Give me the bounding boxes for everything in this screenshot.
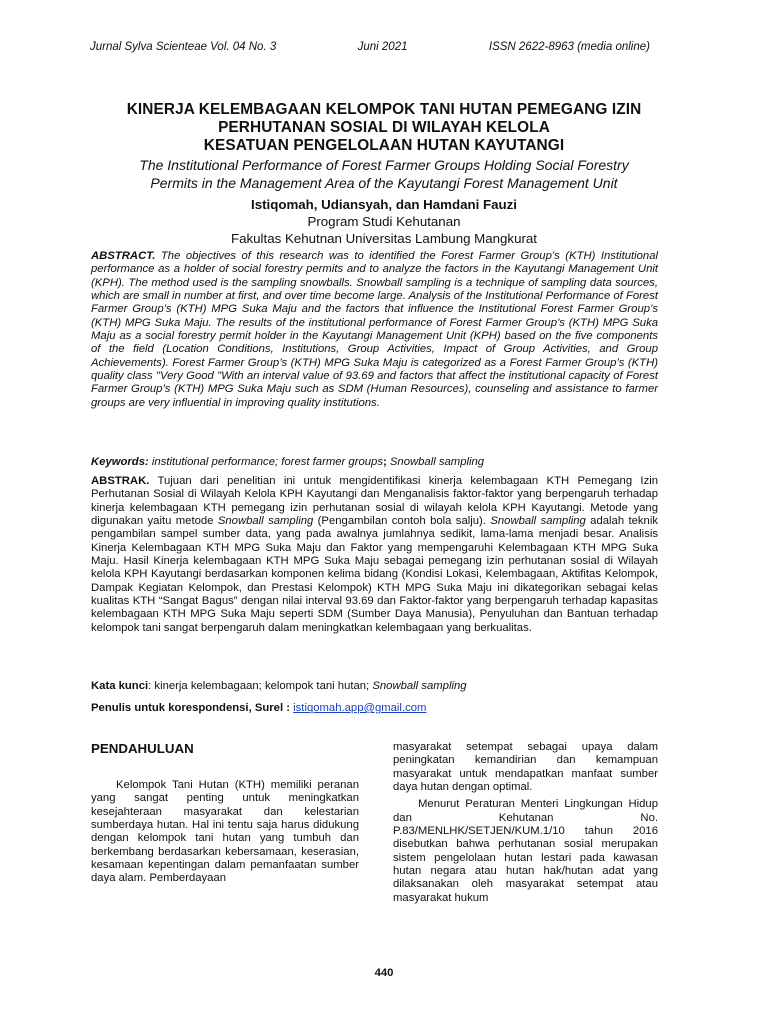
abstrak-emphasis: Snowball sampling <box>490 515 586 528</box>
abstract-text: The objectives of this research was to identified the Forest Farmer Group’s (KTH) Institutional performance as a holder of social forestry permits and to analyze the factors in the Kayutangi Management Unit (KPH). The method used is the sampling snowballs. Snowball sampling is a technique of sampling data sources, which are small in number at first, and over time become large. Analysis of the Institutional Performance of Forest Farmer Group’s (KTH) MPG Suka Maju and the factors that influence the Institutional Forest Farmer Group’s (KTH) MPG Suka Maju. The results of the institutional performance of Forest Farmer Group’s (KTH) MPG Suka Maju as a social forestry permit holder in the Kayutangi Management Unit (KPH) based on the five components of the field (Location Conditions, Institutions, Group Activities, Impact of Group Activities, and Group Achievements). Forest Farmer Group’s (KTH) MPG Suka Maju is categorized as a Forest Farmer Group’s (KTH) quality class "Very Good "With an interval value of 93.69 and factors that affect the institutional capacity of Forest Farmer Group’s (KTH) MPG Suka Maju such as SDM (Human Resources), counseling and assistance to farmer groups are very influential in improving quality institutions. <box>91 250 658 409</box>
paragraph: Menurut Peraturan Menteri Lingkungan Hidup dan Kehutanan No. P.83/MENLHK/SETJEN/KUM.1/10 tahun 2016 disebutkan bahwa perhutanan sosial merupakan sistem pengelolaan hutan lestari pada kawasan hutan negara atau hutan hak/hutan adat yang dilaksanakan oleh masyarakat setempat atau masyarakat hukum <box>393 798 658 904</box>
paragraph: Kelompok Tani Hutan (KTH) memiliki peranan yang sangat penting untuk meningkatkan kesejahteraan masyarakat dan kelestarian sumberdaya hutan. Hal ini tentu saja harus didukung dengan kelompok tani hutan yang tumbuh dan berkembang berdasarkan kebersamaan, keserasian, kesamaan kepentingan dalam pemanfaatan sumber daya alam. Pemberdayaan <box>91 779 359 885</box>
right-column <box>393 741 658 905</box>
keywords <box>91 456 658 469</box>
abstrak-text: (Pengambilan contoh bola salju). <box>317 515 486 528</box>
english-title <box>60 156 708 192</box>
page-number: 440 <box>374 967 394 979</box>
running-header <box>90 41 650 53</box>
left-column <box>91 779 359 886</box>
affiliation-faculty: Fakultas Kehutnan Universitas Lambung Mangkurat <box>231 231 537 246</box>
correspondence <box>91 702 658 715</box>
title-line: PERHUTANAN SOSIAL DI WILAYAH KELOLA <box>218 119 550 136</box>
paper-title <box>60 101 708 155</box>
keywords-separator: ; <box>382 456 387 468</box>
email-link[interactable]: istiqomah.app@gmail.com <box>293 702 427 714</box>
affiliation-program: Program Studi Kehutanan <box>307 214 461 229</box>
abstrak-text: adalah teknik pengambilan sampel sumber data, yang pada awalnya jumlahnya sedikit, lama-lama menjadi besar. Analisis Kinerja Kelembagaan KTH MPG Suka Maju dan Faktor yang mempengaruhi Kelembagaan KTH MPG Suka Maju. Hasil Kinerja kelembagaan KTH MPG Suka Maju sebagai pemegang izin perhutanan sosial di Wilayah kelola KPH Kayutangi berdasarkan komponen kelima bidang (Kondisi Lokasi, Kelembagaan, Aktifitas Kelompok, Dampak Kegiatan Kelompok, dan Prestasi Kelompok) KTH MPG Suka Maju ini dikategorikan sebagai kelas kualitas KTH “Sangat Bagus” dengan nilai interval 93.69 dan Faktor-faktor yang berpengaruh terhadap kapasitas kelembagaan KTH MPG Suka Maju seperti SDM (Sumber Daya Manusia), Penyuluhan dan Bantuan terhadap kelompok tani sangat berpengaruh dalam meningkatkan kelembagaan yang berkualitas. <box>91 515 658 634</box>
keywords-last: Snowball sampling <box>389 456 485 468</box>
keywords-label: Keywords: <box>91 456 149 468</box>
title-line: KESATUAN PENGELOLAAN HUTAN KAYUTANGI <box>203 137 565 154</box>
kata-kunci-text: : kinerja kelembagaan; kelompok tani hutan; <box>148 680 370 692</box>
author-list: Istiqomah, Udiansyah, dan Hamdani Fauzi <box>251 197 517 212</box>
kata-kunci <box>91 680 658 693</box>
journal-name: Jurnal Sylva Scienteae Vol. 04 No. 3 <box>90 41 277 53</box>
subtitle-line: Permits in the Management Area of the Kayutangi Forest Management Unit <box>150 175 618 191</box>
kata-kunci-emphasis: Snowball sampling <box>372 680 467 692</box>
abstract-english <box>91 250 658 410</box>
issn: ISSN 2622-8963 (media online) <box>488 41 650 53</box>
abstrak-text: Tujuan dari penelitian ini untuk mengidentifikasi kinerja kelembagaan KTH Pemegang Izin Perhutanan Sosial di Wilayah Kelola KPH Kayutangi dan Menganalisis faktor-faktor yang berpengaruh terhadap kinerja kelembagaan KTH pemegang izin perhutanan sosial di wilayah kelola KPH Kayutangi. Metode yang digunakan yaitu metode <box>91 475 659 528</box>
abstrak-label: ABSTRAK. <box>91 475 150 487</box>
subtitle-line: The Institutional Performance of Forest Farmer Groups Holding Social Forestry <box>139 157 629 173</box>
section-heading: PENDAHULUAN <box>91 741 194 756</box>
kata-kunci-label: Kata kunci <box>91 680 149 692</box>
paragraph: masyarakat setempat sebagai upaya dalam peningkatan kemandirian dan kemampuan masyarakat untuk mendapatkan manfaat sumber daya hutan dengan optimal. <box>393 741 658 794</box>
correspondence-label: Penulis untuk korespondensi, Surel : <box>91 702 290 714</box>
abstract-label: ABSTRACT. <box>91 250 156 262</box>
title-line: KINERJA KELEMBAGAAN KELOMPOK TANI HUTAN PEMEGANG IZIN <box>126 101 642 118</box>
abstract-indonesian <box>91 475 658 635</box>
keywords-text: institutional performance; forest farmer groups <box>151 456 383 468</box>
abstrak-emphasis: Snowball sampling <box>217 515 314 528</box>
issue-date: Juni 2021 <box>357 41 408 53</box>
